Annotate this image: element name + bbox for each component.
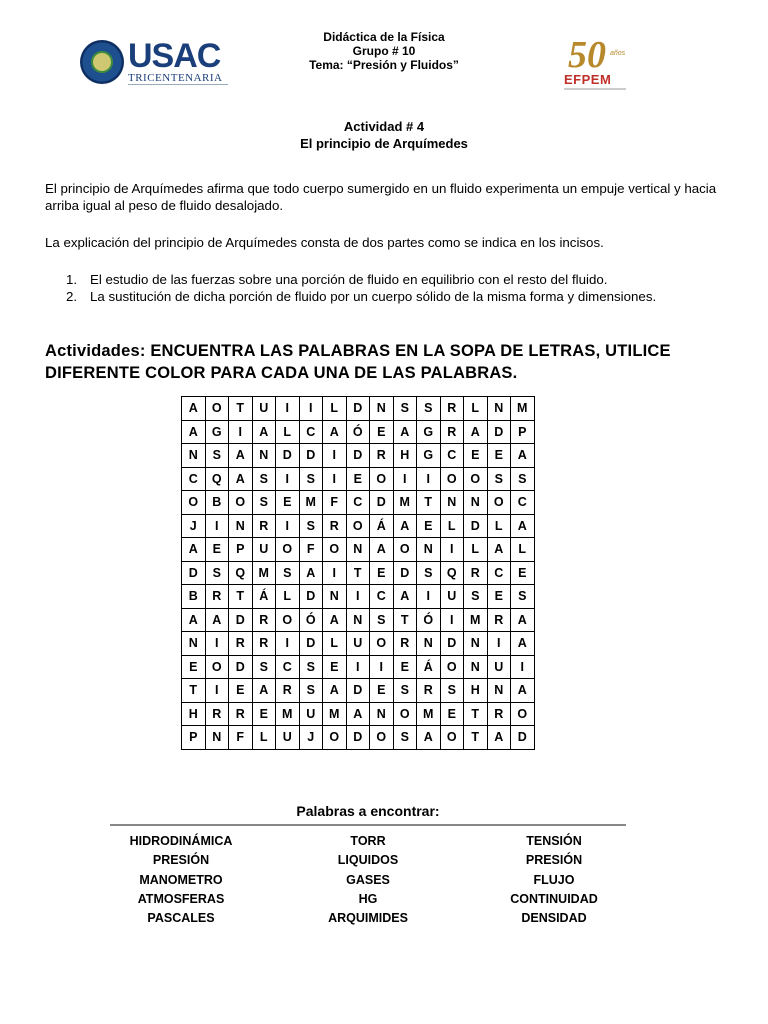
grid-cell[interactable]: E <box>370 679 394 703</box>
grid-cell[interactable]: L <box>464 397 488 421</box>
header-info <box>234 30 534 72</box>
grid-cell[interactable]: L <box>276 585 300 609</box>
grid-cell[interactable]: A <box>323 608 347 632</box>
grid-cell[interactable]: E <box>323 655 347 679</box>
grid-cell[interactable]: N <box>346 538 370 562</box>
grid-cell[interactable]: I <box>440 608 464 632</box>
grid-row <box>182 585 535 609</box>
grid-cell[interactable]: I <box>417 585 441 609</box>
word-item: ATMOSFERAS <box>137 891 225 906</box>
grid-cell[interactable]: L <box>252 726 276 750</box>
grid-cell[interactable]: S <box>299 467 323 491</box>
grid-cell[interactable]: S <box>464 585 488 609</box>
grid-cell[interactable]: D <box>299 585 323 609</box>
grid-cell[interactable]: S <box>370 608 394 632</box>
word-list-divider <box>110 824 626 826</box>
grid-cell[interactable]: R <box>205 702 229 726</box>
word-item: LIQUIDOS <box>337 853 399 868</box>
usac-logo-subtitle: TRICENTENARIA <box>128 72 223 84</box>
grid-cell[interactable]: O <box>205 655 229 679</box>
grid-cell[interactable]: N <box>464 655 488 679</box>
grid-cell[interactable]: R <box>276 679 300 703</box>
grid-cell[interactable]: O <box>370 467 394 491</box>
grid-cell[interactable]: D <box>511 726 535 750</box>
grid-cell[interactable]: F <box>299 538 323 562</box>
grid-cell[interactable]: R <box>440 397 464 421</box>
grid-cell[interactable]: U <box>346 632 370 656</box>
grid-cell[interactable]: A <box>182 420 206 444</box>
grid-cell[interactable]: O <box>370 726 394 750</box>
grid-cell[interactable]: S <box>511 467 535 491</box>
instructions-text: ENCUENTRA LAS PALABRAS EN LA SOPA DE LETRAS, UTILICE DIFERENTE COLOR PARA CADA UNA DE LAS PALABRAS. <box>45 342 671 382</box>
grid-cell[interactable]: E <box>487 444 511 468</box>
grid-cell[interactable]: T <box>182 679 206 703</box>
grid-cell[interactable]: F <box>229 726 253 750</box>
grid-cell[interactable]: Ó <box>417 608 441 632</box>
grid-cell[interactable]: R <box>487 608 511 632</box>
grid-cell[interactable]: A <box>393 514 417 538</box>
grid-cell[interactable]: A <box>370 538 394 562</box>
grid-cell[interactable]: T <box>417 491 441 515</box>
grid-cell[interactable]: A <box>511 679 535 703</box>
grid-cell[interactable]: D <box>487 420 511 444</box>
efpem-logo-name: EFPEM <box>564 72 612 87</box>
grid-cell[interactable]: N <box>464 632 488 656</box>
grid-cell[interactable]: S <box>299 655 323 679</box>
word-item: GASES <box>346 872 390 887</box>
grid-cell[interactable]: Q <box>440 561 464 585</box>
grid-row <box>182 632 535 656</box>
grid-cell[interactable]: N <box>323 585 347 609</box>
word-item: ARQUIMIDES <box>328 911 408 926</box>
grid-cell[interactable]: N <box>487 397 511 421</box>
grid-cell[interactable]: S <box>299 514 323 538</box>
grid-cell[interactable]: I <box>346 655 370 679</box>
grid-cell[interactable]: I <box>323 561 347 585</box>
word-item: HG <box>358 891 378 906</box>
grid-cell[interactable]: D <box>440 632 464 656</box>
grid-cell[interactable]: D <box>299 444 323 468</box>
grid-cell[interactable]: A <box>346 702 370 726</box>
grid-row <box>182 397 535 421</box>
grid-cell[interactable]: I <box>323 444 347 468</box>
grid-cell[interactable]: L <box>440 514 464 538</box>
grid-cell[interactable]: L <box>464 538 488 562</box>
grid-cell[interactable]: N <box>252 444 276 468</box>
grid-cell[interactable]: A <box>323 679 347 703</box>
list-item-number: 1. <box>66 272 78 287</box>
grid-cell[interactable]: E <box>370 561 394 585</box>
grid-cell[interactable]: U <box>252 397 276 421</box>
grid-cell[interactable]: N <box>346 608 370 632</box>
grid-cell[interactable]: N <box>417 632 441 656</box>
list-item-number: 2. <box>66 289 78 304</box>
grid-cell[interactable]: D <box>182 561 206 585</box>
grid-cell[interactable]: M <box>276 702 300 726</box>
grid-cell[interactable]: O <box>205 397 229 421</box>
word-item: DENSIDAD <box>521 911 587 926</box>
list-item-text: El estudio de las fuerzas sobre una porción de fluido en equilibrio con el resto del fluido. <box>90 272 608 287</box>
group-number: Grupo # 10 <box>352 44 416 58</box>
grid-cell[interactable]: B <box>182 585 206 609</box>
grid-cell[interactable]: M <box>299 491 323 515</box>
grid-cell[interactable]: A <box>182 397 206 421</box>
grid-cell[interactable]: L <box>511 538 535 562</box>
grid-cell[interactable]: I <box>417 467 441 491</box>
grid-row <box>182 702 535 726</box>
grid-cell[interactable]: I <box>276 632 300 656</box>
grid-cell[interactable]: M <box>252 561 276 585</box>
grid-cell[interactable]: D <box>229 655 253 679</box>
grid-cell[interactable]: A <box>487 538 511 562</box>
grid-cell[interactable]: E <box>252 702 276 726</box>
grid-cell[interactable]: L <box>487 514 511 538</box>
grid-cell[interactable]: E <box>229 679 253 703</box>
grid-cell[interactable]: G <box>417 420 441 444</box>
grid-cell[interactable]: A <box>182 538 206 562</box>
grid-cell[interactable]: B <box>205 491 229 515</box>
grid-cell[interactable]: N <box>417 538 441 562</box>
grid-cell[interactable]: R <box>252 514 276 538</box>
grid-cell[interactable]: H <box>393 444 417 468</box>
activity-heading <box>234 118 534 152</box>
grid-cell[interactable]: A <box>182 608 206 632</box>
grid-cell[interactable]: H <box>182 702 206 726</box>
grid-cell[interactable]: C <box>276 655 300 679</box>
grid-row <box>182 420 535 444</box>
grid-cell[interactable]: S <box>417 561 441 585</box>
grid-cell[interactable]: A <box>205 608 229 632</box>
grid-cell[interactable]: P <box>229 538 253 562</box>
grid-cell[interactable]: N <box>487 679 511 703</box>
grid-cell[interactable]: R <box>393 632 417 656</box>
grid-cell[interactable]: O <box>440 467 464 491</box>
usac-logo <box>80 37 223 88</box>
grid-cell[interactable]: S <box>511 585 535 609</box>
grid-cell[interactable]: O <box>346 514 370 538</box>
grid-cell[interactable]: Á <box>252 585 276 609</box>
grid-cell[interactable]: O <box>464 467 488 491</box>
grid-cell[interactable]: I <box>370 655 394 679</box>
grid-cell[interactable]: O <box>323 726 347 750</box>
usac-seal-icon <box>80 40 124 84</box>
grid-cell[interactable]: D <box>229 608 253 632</box>
grid-cell[interactable]: T <box>464 726 488 750</box>
grid-cell[interactable]: E <box>487 585 511 609</box>
grid-cell[interactable]: E <box>417 514 441 538</box>
grid-cell[interactable]: U <box>299 702 323 726</box>
grid-cell[interactable]: Á <box>370 514 394 538</box>
grid-cell[interactable]: I <box>205 679 229 703</box>
grid-row <box>182 444 535 468</box>
grid-cell[interactable]: Q <box>229 561 253 585</box>
grid-cell[interactable]: M <box>464 608 488 632</box>
word-item: HIDRODINÁMICA <box>129 834 233 848</box>
grid-cell[interactable]: S <box>487 467 511 491</box>
grid-cell[interactable]: O <box>229 491 253 515</box>
grid-cell[interactable]: S <box>417 397 441 421</box>
word-list-title: Palabras a encontrar: <box>296 803 440 819</box>
grid-cell[interactable]: N <box>229 514 253 538</box>
grid-cell[interactable]: U <box>252 538 276 562</box>
grid-cell[interactable]: O <box>393 702 417 726</box>
grid-cell[interactable]: R <box>229 702 253 726</box>
grid-cell[interactable]: O <box>370 632 394 656</box>
grid-cell[interactable]: G <box>417 444 441 468</box>
grid-cell[interactable]: E <box>205 538 229 562</box>
grid-cell[interactable]: L <box>323 632 347 656</box>
grid-cell[interactable]: I <box>393 467 417 491</box>
grid-cell[interactable]: D <box>370 491 394 515</box>
grid-cell[interactable]: A <box>252 420 276 444</box>
grid-cell[interactable]: O <box>323 538 347 562</box>
activity-title: El principio de Arquímedes <box>300 136 468 151</box>
grid-cell[interactable]: I <box>487 632 511 656</box>
grid-cell[interactable]: A <box>511 632 535 656</box>
grid-cell[interactable]: D <box>464 514 488 538</box>
grid-cell[interactable]: D <box>346 726 370 750</box>
intro-paragraph: El principio de Arquímedes afirma que todo cuerpo sumergido en un fluido experimenta un empuje vertical y hacia arriba igual al peso de fluido desalojado. <box>45 181 717 213</box>
grid-cell[interactable]: I <box>511 655 535 679</box>
grid-cell[interactable]: I <box>346 585 370 609</box>
word-list-column-2 <box>283 832 453 928</box>
grid-cell[interactable]: T <box>229 585 253 609</box>
grid-cell[interactable]: S <box>252 491 276 515</box>
grid-cell[interactable]: S <box>205 444 229 468</box>
grid-cell[interactable]: S <box>393 397 417 421</box>
grid-row <box>182 538 535 562</box>
grid-cell[interactable]: R <box>464 561 488 585</box>
grid-cell[interactable]: A <box>511 608 535 632</box>
grid-cell[interactable]: P <box>511 420 535 444</box>
word-item: TENSIÓN <box>526 834 582 848</box>
grid-cell[interactable]: N <box>370 702 394 726</box>
efpem-logo-rule <box>564 88 626 90</box>
grid-cell[interactable]: R <box>252 632 276 656</box>
word-item: MANOMETRO <box>139 872 223 887</box>
grid-cell[interactable]: S <box>393 726 417 750</box>
grid-cell[interactable]: A <box>393 420 417 444</box>
list-item <box>66 271 706 288</box>
word-search-grid <box>181 396 535 750</box>
activity-number: Actividad # 4 <box>343 119 425 134</box>
grid-row <box>182 561 535 585</box>
word-item: FLUJO <box>533 872 575 887</box>
grid-cell[interactable]: C <box>487 561 511 585</box>
grid-cell[interactable]: S <box>440 679 464 703</box>
grid-cell[interactable]: U <box>487 655 511 679</box>
grid-cell[interactable]: O <box>276 608 300 632</box>
grid-cell[interactable]: J <box>182 514 206 538</box>
grid-cell[interactable]: H <box>464 679 488 703</box>
grid-cell[interactable]: E <box>370 420 394 444</box>
grid-cell[interactable]: I <box>276 467 300 491</box>
grid-cell[interactable]: E <box>276 491 300 515</box>
grid-cell[interactable]: E <box>182 655 206 679</box>
grid-cell[interactable]: N <box>182 632 206 656</box>
activity-instructions <box>45 340 745 384</box>
grid-cell[interactable]: I <box>276 397 300 421</box>
grid-cell[interactable]: T <box>229 397 253 421</box>
grid-cell[interactable]: S <box>393 679 417 703</box>
grid-cell[interactable]: O <box>487 491 511 515</box>
grid-cell[interactable]: Q <box>205 467 229 491</box>
grid-cell[interactable]: I <box>299 397 323 421</box>
word-list-column-1 <box>96 832 266 928</box>
usac-logo-name: USAC <box>128 37 221 75</box>
grid-cell[interactable]: N <box>464 491 488 515</box>
grid-cell[interactable]: A <box>511 444 535 468</box>
word-item: CONTINUIDAD <box>510 891 598 906</box>
grid-cell[interactable]: A <box>299 561 323 585</box>
grid-cell[interactable]: N <box>370 397 394 421</box>
grid-cell[interactable]: R <box>205 585 229 609</box>
list-item-text: La sustitución de dicha porción de fluido por un cuerpo sólido de la misma forma y dimensiones. <box>90 289 657 304</box>
grid-cell[interactable]: E <box>511 561 535 585</box>
grid-cell[interactable]: R <box>229 632 253 656</box>
grid-cell[interactable]: D <box>346 397 370 421</box>
grid-cell[interactable]: A <box>229 467 253 491</box>
grid-cell[interactable]: A <box>464 420 488 444</box>
grid-cell[interactable]: G <box>205 420 229 444</box>
grid-cell[interactable]: C <box>182 467 206 491</box>
list-item <box>66 288 706 305</box>
grid-cell[interactable]: M <box>511 397 535 421</box>
grid-cell[interactable]: R <box>323 514 347 538</box>
grid-cell[interactable]: A <box>229 444 253 468</box>
grid-cell[interactable]: P <box>182 726 206 750</box>
instructions-label: Actividades: <box>45 342 146 360</box>
grid-cell[interactable]: T <box>393 608 417 632</box>
grid-cell[interactable]: D <box>346 679 370 703</box>
word-list-column-3 <box>469 832 639 928</box>
grid-cell[interactable]: E <box>440 702 464 726</box>
grid-cell[interactable]: A <box>393 585 417 609</box>
grid-cell[interactable]: O <box>393 538 417 562</box>
grid-cell[interactable]: O <box>440 726 464 750</box>
word-item: PASCALES <box>147 911 215 926</box>
grid-cell[interactable]: O <box>182 491 206 515</box>
grid-cell[interactable]: I <box>323 467 347 491</box>
grid-cell[interactable]: R <box>370 444 394 468</box>
grid-cell[interactable]: A <box>487 726 511 750</box>
topic: Tema: “Presión y Fluidos” <box>309 58 459 72</box>
grid-cell[interactable]: I <box>276 514 300 538</box>
grid-cell[interactable]: A <box>417 726 441 750</box>
grid-cell[interactable]: R <box>417 679 441 703</box>
efpem-anniversary-suffix: años <box>610 50 626 57</box>
grid-cell[interactable]: S <box>252 467 276 491</box>
grid-cell[interactable]: J <box>299 726 323 750</box>
grid-cell[interactable]: T <box>464 702 488 726</box>
grid-cell[interactable]: I <box>205 632 229 656</box>
grid-cell[interactable]: A <box>511 514 535 538</box>
grid-cell[interactable]: D <box>299 632 323 656</box>
usac-logo-tagline <box>128 84 228 89</box>
grid-cell[interactable]: O <box>440 655 464 679</box>
word-item: PRESIÓN <box>525 853 583 868</box>
grid-cell[interactable]: D <box>346 444 370 468</box>
grid-cell[interactable]: A <box>252 679 276 703</box>
grid-cell[interactable]: R <box>252 608 276 632</box>
grid-cell[interactable]: F <box>323 491 347 515</box>
grid-cell[interactable]: U <box>276 726 300 750</box>
grid-cell[interactable]: M <box>323 702 347 726</box>
grid-cell[interactable]: N <box>440 491 464 515</box>
grid-row <box>182 514 535 538</box>
grid-cell[interactable]: E <box>464 444 488 468</box>
grid-row <box>182 467 535 491</box>
grid-cell[interactable]: O <box>511 702 535 726</box>
grid-row <box>182 655 535 679</box>
grid-cell[interactable]: I <box>440 538 464 562</box>
grid-cell[interactable]: S <box>276 561 300 585</box>
grid-row <box>182 491 535 515</box>
grid-cell[interactable]: E <box>393 655 417 679</box>
grid-cell[interactable]: R <box>487 702 511 726</box>
grid-cell[interactable]: C <box>440 444 464 468</box>
grid-cell[interactable]: R <box>440 420 464 444</box>
grid-cell[interactable]: C <box>346 491 370 515</box>
numbered-list <box>66 271 706 305</box>
grid-cell[interactable]: S <box>299 679 323 703</box>
efpem-logo <box>562 36 632 94</box>
grid-cell[interactable]: C <box>370 585 394 609</box>
grid-cell[interactable]: D <box>393 561 417 585</box>
grid-cell[interactable]: I <box>205 514 229 538</box>
grid-cell[interactable]: C <box>511 491 535 515</box>
grid-cell[interactable]: Ó <box>346 420 370 444</box>
grid-cell[interactable]: M <box>417 702 441 726</box>
grid-cell[interactable]: L <box>323 397 347 421</box>
grid-cell[interactable]: S <box>252 655 276 679</box>
grid-cell[interactable]: M <box>393 491 417 515</box>
grid-row <box>182 608 535 632</box>
grid-cell[interactable]: L <box>276 420 300 444</box>
efpem-anniversary-number: 50 <box>568 34 606 76</box>
document-header <box>0 28 768 98</box>
word-item: TORR <box>350 834 386 848</box>
grid-cell[interactable]: Á <box>417 655 441 679</box>
course-name: Didáctica de la Física <box>323 30 445 44</box>
grid-row <box>182 726 535 750</box>
grid-cell[interactable]: A <box>323 420 347 444</box>
grid-cell[interactable]: S <box>205 561 229 585</box>
grid-cell[interactable]: Ó <box>299 608 323 632</box>
grid-cell[interactable]: U <box>440 585 464 609</box>
grid-cell[interactable]: O <box>276 538 300 562</box>
grid-cell[interactable]: T <box>346 561 370 585</box>
grid-row <box>182 679 535 703</box>
grid-cell[interactable]: I <box>229 420 253 444</box>
word-item: PRESIÓN <box>152 853 210 868</box>
grid-cell[interactable]: D <box>276 444 300 468</box>
grid-cell[interactable]: N <box>182 444 206 468</box>
grid-cell[interactable]: E <box>346 467 370 491</box>
explanation-paragraph: La explicación del principio de Arquímedes consta de dos partes como se indica en los incisos. <box>45 235 604 250</box>
grid-cell[interactable]: C <box>299 420 323 444</box>
grid-cell[interactable]: N <box>205 726 229 750</box>
